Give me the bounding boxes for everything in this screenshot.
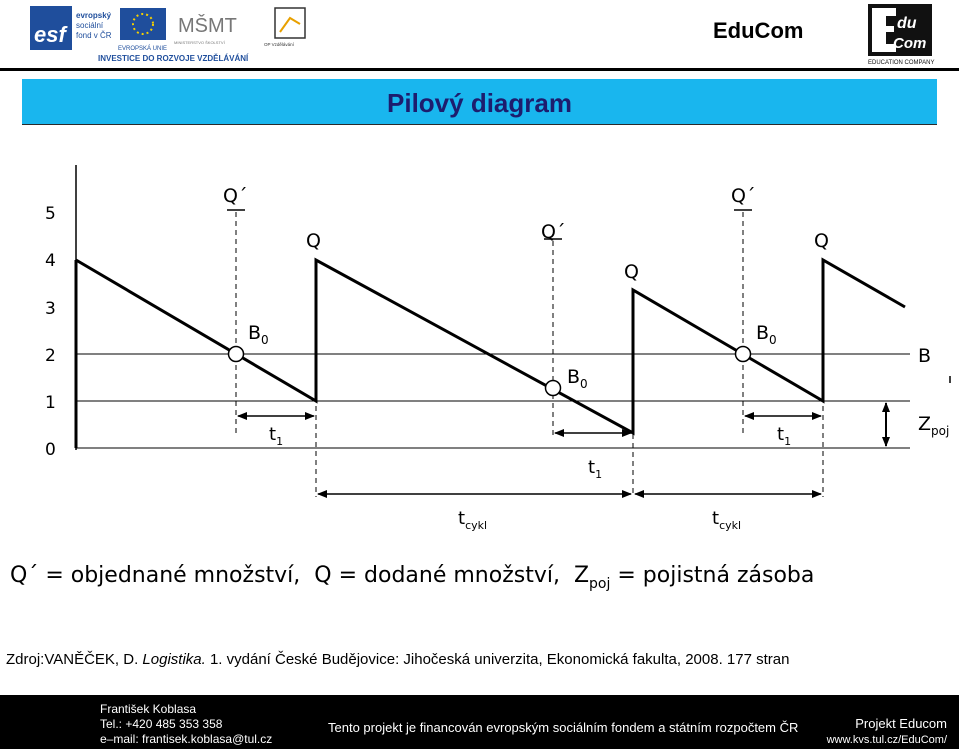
legend-q-def: = dodané množství, xyxy=(331,563,560,588)
tcykl-label-2: $t_{cykl}$ xyxy=(712,508,742,532)
title-bar xyxy=(22,79,937,125)
header-divider xyxy=(0,68,959,71)
y-tick-1: 1 xyxy=(45,393,56,413)
brand-tagline: EDUCATION COMPANY xyxy=(868,60,935,66)
q-prime-label-2: Q´ xyxy=(541,221,566,243)
svg-text:sociální: sociální xyxy=(76,21,104,30)
legend-q-prime-def: = objednané množství, xyxy=(38,563,301,588)
footer-project xyxy=(827,716,947,748)
t1-label-3: $t_1$ xyxy=(777,424,792,448)
svg-text:MINISTERSTVO ŠKOLSTVÍ: MINISTERSTVO ŠKOLSTVÍ xyxy=(174,40,225,45)
legend-z-symbol: Z xyxy=(573,563,590,588)
footer-author: František Koblasa xyxy=(100,702,197,716)
logo-caption: INVESTICE DO ROZVOJE VZDĚLÁVÁNÍ xyxy=(98,54,249,63)
footer-email[interactable]: e–mail: frantisek.koblasa@tul.cz xyxy=(100,732,273,746)
t1-label-2: $t_1$ xyxy=(588,457,603,481)
legend-q-symbol: Q xyxy=(314,563,332,588)
source-prefix: Zdroj:VANĚČEK, D. xyxy=(6,651,143,668)
educom-logo xyxy=(866,2,936,66)
b0-label-3: $B_0$ xyxy=(756,322,777,347)
svg-text:Com: Com xyxy=(893,35,927,52)
svg-text:fond v ČR: fond v ČR xyxy=(76,31,112,40)
b0-label-2: $B_0$ xyxy=(567,366,588,391)
svg-text:du: du xyxy=(897,15,917,32)
eu-flag-logo xyxy=(118,8,167,52)
footer-contact xyxy=(100,702,272,747)
footer-url[interactable]: www.kvs.tul.cz/EduCom/ xyxy=(826,734,947,746)
q-label-3: Q xyxy=(814,230,829,252)
tcykl-labels xyxy=(458,508,741,532)
source-citation xyxy=(6,651,789,668)
q-prime-label-3: Q´ xyxy=(731,185,756,207)
b0-label-1: $B_0$ xyxy=(248,322,269,347)
svg-text:MŠMT: MŠMT xyxy=(178,15,237,37)
y-tick-4: 4 xyxy=(45,251,56,271)
y-tick-2: 2 xyxy=(45,346,56,366)
reorder-point-3 xyxy=(736,347,751,362)
svg-text:EVROPSKÁ UNIE: EVROPSKÁ UNIE xyxy=(118,46,168,52)
source-title: Logistika. xyxy=(142,651,206,668)
slide-title: Pilový diagram xyxy=(387,88,572,118)
q-labels xyxy=(223,185,829,283)
svg-text:evropský: evropský xyxy=(76,11,112,20)
legend-z-sub: poj xyxy=(589,576,611,592)
legend-z-def: = pojistná zásoba xyxy=(610,563,815,588)
tcykl-label-1: $t_{cykl}$ xyxy=(458,508,488,532)
footer-project-name: Projekt Educom xyxy=(855,716,947,731)
b0-labels xyxy=(248,322,931,391)
legend xyxy=(10,563,814,592)
y-tick-0: 0 xyxy=(45,440,56,460)
esf-logo xyxy=(30,6,112,50)
t1-labels xyxy=(269,424,791,481)
y-tick-labels xyxy=(45,204,56,460)
sawtooth-diagram xyxy=(0,160,959,600)
legend-q-prime-symbol: Q´ xyxy=(10,563,39,588)
partner-logos xyxy=(28,4,328,64)
reorder-point-1 xyxy=(229,347,244,362)
q-prime-label-1: Q´ xyxy=(223,185,248,207)
y-tick-3: 3 xyxy=(45,299,56,319)
svg-text:OP Vzdělávání: OP Vzdělávání xyxy=(264,42,294,47)
source-rest: 1. vydání České Budějovice: Jihočeská univerzita, Ekonomická fakulta, 2008. 177 stran xyxy=(205,651,790,668)
b-label: B xyxy=(918,345,932,367)
t1-label-1: $t_1$ xyxy=(269,424,284,448)
svg-text:esf: esf xyxy=(34,22,66,47)
footer-funding: Tento projekt je financován evropským sociálním fondem a státním rozpočtem ČR xyxy=(328,720,799,735)
y-tick-5: 5 xyxy=(45,204,56,224)
reorder-point-2 xyxy=(546,381,561,396)
brand-name: EduCom xyxy=(713,18,804,43)
legend-line xyxy=(10,563,814,592)
t1-arrows xyxy=(238,416,821,433)
msmt-logo xyxy=(174,14,237,45)
q-label-1: Q xyxy=(306,230,321,252)
sawtooth-line xyxy=(76,260,905,433)
zpoj-label: $Z_{poj}$ xyxy=(918,413,950,438)
footer-phone: Tel.: +420 485 353 358 xyxy=(100,717,223,731)
gridlines xyxy=(76,354,910,448)
q-label-2: Q xyxy=(624,261,639,283)
op-logo xyxy=(264,8,305,47)
